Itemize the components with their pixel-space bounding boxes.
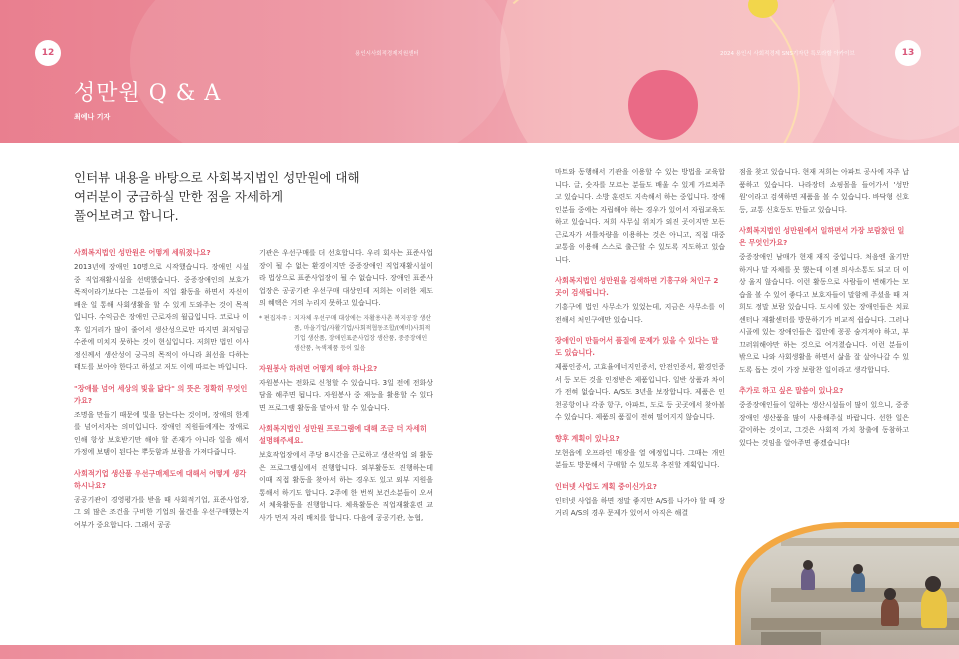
answer-text: 마트와 동행해서 기관을 이용할 수 있는 방법을 교육합니다. 글, 숫자를 모르는 분들도 배울 수 있게 가르쳐주고 있습니다. 소방 훈련도 지속해서 하는 중입니다. 장애인분들 중에는 자립해야 하는 경우가 있어서 자립교육도 하고 있습니다. 저희 사무실 위치가 외진 곳이지만 모든 근로자가 셔틀차량을 이용하는 것은 아니고, 직접 대중교통을 이용해 스스로 출근할 수 있도록 지도하고 있습니다. [555,168,725,264]
decor-circle [820,0,959,140]
photo-worker-head [853,564,863,574]
question-heading: 사회복지법인 성만원 프로그램에 대해 조금 더 자세히 설명해주세요. [259,424,427,445]
answer-text: 보호작업장에서 주당 8시간을 근로하고 생산작업 외 활동은 프로그램실에서 진행합니다. 외부활동도 진행하는데 이때 직접 활동을 찾아서 하는 경우도 있고 외부 지원을 통해서 하기도 합니다. 2주에 한 번씩 보건소분들이 오셔서 체육활동을 진행합니다. 체육활동은 직업재활훈련 교사가 먼저 자리 배치를 합니다. 다음에 공공기관, 농협, [259,451,433,522]
intro-line: 인터뷰 내용을 바탕으로 사회복지법인 성만원에 대해 [74,170,360,185]
footnote-label: * 편집자주 : [259,314,292,322]
question-heading: 사회적기업 생산품 우선구매제도에 대해서 어떻게 생각하시나요? [74,468,247,490]
answer-text: 기흥구에 법인 사무소가 있었는데, 지금은 사무소를 이전해서 처인구에만 있습니다. [555,303,725,324]
photo-worker [921,588,947,628]
answer-text: 중증장애인들이 일하는 생산시설들이 많이 있으니, 중증장애인 생산품을 많이 사용해주실 바랍니다. 선한 일은 같이하는 것이고, 그것은 사회적 가치 창출에 동참하고 있다는 것임을 알아주면 좋겠습니다! [739,401,909,447]
page-number-right: 13 [895,40,921,66]
workshop-photo [741,528,959,652]
header-band [0,0,959,143]
question-heading: "장애를 넘어 세상의 빛을 닮다" 의 뜻은 정확히 무엇인가요? [74,383,248,405]
answer-text: 기관은 우선구매를 더 선호합니다. 우리 회사는 표준사업장이 될 수 없는 환경이지만 중증장애인 직업재활시설이라 법상으로 표준사업장이 될 수 없습니다. 장애인 표준사업장은 공공기관 우선구매 대상인데 저희는 이러한 제도의 혜택은 거의 누리지 못하고 있습니다. [259,249,433,307]
running-head-left: 용인시사회적경제지원센터 [355,51,419,57]
answer-text: 조명을 만들기 때문에 빛을 담는다는 것이며, 장애의 한계를 넘어서자는 의미입니다. 장애인 직원들에게는 장애로 인해 항상 보호받기만 해야 할 존재가 아니라 일을 해서 가정에 보탬이 된다는 뿌듯함과 보람을 가져다줍니다. [74,410,249,456]
question-heading: 인터넷 사업도 계획 중이신가요? [555,481,657,491]
answer-text: 제품인증서, 고효율에너지인증서, 안전인증서, 환경인증서 등 모든 것을 인정받은 제품입니다. 일반 상품과 차이가 전혀 없습니다. A/S도 3년을 보장합니다. 제품은 인천공항이나 각종 항구, 아파트, 도로 등 곳곳에서 찾아볼 수 있습니다. 제품의 품질이 전혀 떨어지지 않습니다. [555,363,725,421]
text-column-2 [259,247,433,524]
photo-worker [881,598,899,626]
editor-footnote [259,314,433,354]
photo-worker [851,572,865,592]
answer-text: 자원봉사는 전화로 신청할 수 있습니다. 3일 전에 전화상담을 해주면 됩니다. 자원봉사 중 재능을 활용할 수 있다면 프로그램 활동을 맡아서 할 수 있습니다. [259,378,433,412]
page-title: 성만원 Q & A [74,81,222,106]
answer-text: 점을 찾고 있습니다. 현재 저희는 아파트 공사에 자주 납품하고 있습니다. 나라장터 쇼핑몰을 들어가서 '성만원'이라고 검색하면 제품을 볼 수 있습니다. 바닥형 신호등, 교통 신호등도 만들고 있습니다. [739,168,909,214]
question-heading: 자원봉사 하려면 어떻게 해야 하나요? [259,363,378,373]
decor-circle [130,0,510,143]
answer-text: 인터넷 사업을 하면 정말 좋지만 A/S를 나가야 할 때 장거리 A/S의 경우 문제가 있어서 아직은 해결 [555,496,725,517]
photo-worker [801,568,815,590]
footnote-text: 지자체 우선구매 대상에는 자활용사촌 복지공장 생산품, 마을기업/자활기업/사회적협동조합/(예비)사회적기업 생산품, 장애인표준사업장 생산품, 중증장애인 생산품, 녹색제품 등이 있음 [294,314,432,352]
question-heading: 향후 계획이 있나요? [555,433,620,443]
intro-line: 여러분이 궁금하실 만한 점을 자세하게 [74,189,284,204]
answer-text: 모현읍에 오프라인 매장을 열 예정입니다. 그때는 개인분들도 방문해서 구매할 수 있도록 추진할 계획입니다. [555,448,725,469]
reporter-byline: 최예나 기자 [74,113,111,121]
photo-worker-head [884,588,896,600]
answer-text: 공공기관이 경영평가를 받을 때 사회적기업, 표준사업장, 그 외 많은 조건을 구비한 기업의 물건을 우선구매했는지 여부가 중요합니다. 그래서 공공 [74,495,249,529]
intro-paragraph [74,168,374,225]
text-column-3 [555,166,725,520]
answer-text: 2013년에 장애인 10명으로 시작했습니다. 장애인 시설 중 직업재활시설을 선택했습니다. 중증장애인의 보호가 목적이라기보다는 그분들이 직업 활동을 하면서 자신이 배운 일 통해 사회생활을 할 수 있게 도와주는 것이 목적입니다. 수익금은 장애인 근로자의 월급입니다. 코로나 이후 일거리가 많이 줄어서 생산성으로만 따지면 최저임금 수준에 미치지 못하는 것이 현실입니다. 저희만 법인 이사 정신께서 생산성이 궁극의 목적이 아니라 최선을 다하는 태도를 보아야 한다고 하셨고 저도 이에 따르는 바입니다. [74,263,249,371]
photo-frame [735,522,959,652]
text-column-4 [739,166,909,449]
running-head-right: 2024 용인시 사회적경제 SNS기자단 특모라할 아카이브 [720,51,855,57]
answer-text: 중증장애인 남매가 현재 재직 중입니다. 처음엔 울기만 하거나 말 자체를 못 했는데 이젠 의사소통도 되고 더 이상 울지 않습니다. 이런 활동으로 사람들이 변해가는 모습을 볼 수 있어 좋다고 보호자들이 말함께 주셨을 때 저희도 정말 보람 있습니다. 도시에 있는 장애인들은 치료센터나 재활센터를 방문하기가 비교적 쉽습니다. 그러나 시골에 있는 장애인들은 집안에 꽁꽁 숨겨져야 하고, 부끄러워해야만 하는 것으로 여겨졌습니다. 이런 분들이 밖으로 나와 사회생활을 하면서 삶을 잘 살아나갈 수 있도록 돕는 것이 가장 보람찬 일이라고 생각합니다. [739,253,909,374]
page-number-left: 12 [35,40,61,66]
decor-circle [628,70,698,140]
photo-worker-head [803,560,813,570]
question-heading: 사회복지법인 성만원에서 일하면서 가장 보람찼던 일은 무엇인가요? [739,226,905,247]
intro-line: 풀어보려고 합니다. [74,208,179,223]
photo-worker-head [925,576,941,592]
question-heading: 추가로 하고 싶은 말씀이 있나요? [739,386,844,395]
question-heading: 사회복지법인 성만원은 어떻게 세워졌나요? [74,248,211,257]
text-column-1 [74,247,249,531]
question-heading: 장애인이 만들어서 품질에 문제가 있을 수 있다는 말도 있습니다. [555,336,719,357]
footer-band [0,645,959,659]
photo-ceiling [781,538,959,546]
question-heading: 사회복지법인 성만원을 검색하면 기흥구와 처인구 2곳이 검색됩니다. [555,276,719,297]
